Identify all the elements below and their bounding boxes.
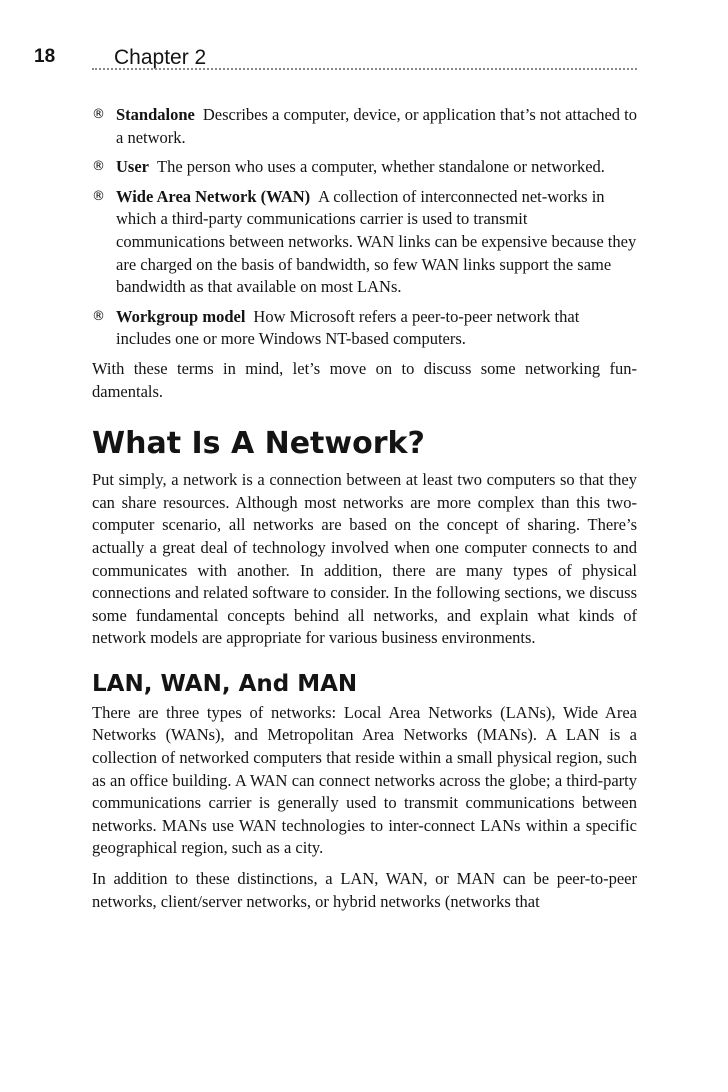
glossary-term: User	[116, 157, 149, 177]
intro-paragraph: With these terms in mind, let’s move on to discuss some networking fun-damentals.	[92, 358, 637, 401]
glossary-definition: How Microsoft refers a peer-to-peer network that includes one or more Windows NT-based computers.	[116, 306, 580, 349]
page-body	[92, 104, 637, 921]
section-paragraph: There are three types of networks: Local Area Networks (LANs), Wide Area Networks (WANs), and Metropolitan Area Networks (MANs). A LAN is a collection of networked computers that reside within a small physical region, such as an office building. A WAN can connect networks across the globe; a third-party communications carrier is generally used to transmit communications between networks. MANs use WAN technologies to inter-connect LANs within a specific geographical region, such as a city.	[92, 702, 637, 858]
glossary-item	[92, 104, 637, 149]
subsection-heading: LAN, WAN, And MAN	[92, 670, 358, 697]
registered-bullet-icon: ®	[92, 308, 105, 324]
glossary-definition: Describes a computer, device, or application that’s not attached to a network.	[116, 105, 637, 147]
section-paragraph: Put simply, a network is a connection between at least two computers so that they can share resources. Although most networks are more complex than this two-computer scenario, all networks are based on the concept of sharing. There’s actually a great deal of technology involved when one computer connects to and communicates with another. In addition, there are many types of physical connections and related software to consider. In the following sections, we discuss some fundamental concepts behind all networks, and explain what kinds of network models are appropriate for various business environments.	[92, 470, 637, 648]
glossary-item	[92, 306, 637, 351]
glossary-term: Wide Area Network (WAN)	[116, 186, 311, 206]
header-divider	[92, 68, 637, 70]
registered-bullet-icon: ®	[92, 107, 105, 122]
glossary-item	[92, 186, 637, 299]
page-number: 18	[34, 46, 56, 67]
section-paragraph: In addition to these distinctions, a LAN, WAN, or MAN can be peer-to-peer networks, client/server networks, or hybrid networks (networks that	[92, 869, 637, 911]
glossary-definition: A collection of interconnected net-works in which a third-party communications carrier is used to transmit communications between networks. WAN links can be expensive because they are charged on the basis of bandwidth, so few WAN links support the same bandwidth as that available on most LANs.	[116, 186, 637, 297]
chapter-title: Chapter 2	[114, 46, 207, 69]
registered-bullet-icon: ®	[92, 159, 105, 175]
section-heading: What Is A Network?	[92, 426, 425, 462]
glossary-term: Standalone	[116, 105, 195, 124]
glossary-definition: The person who uses a computer, whether standalone or networked.	[156, 157, 605, 177]
registered-bullet-icon: ®	[92, 188, 105, 204]
glossary-item	[92, 156, 637, 179]
glossary-term: Workgroup model	[116, 306, 246, 326]
